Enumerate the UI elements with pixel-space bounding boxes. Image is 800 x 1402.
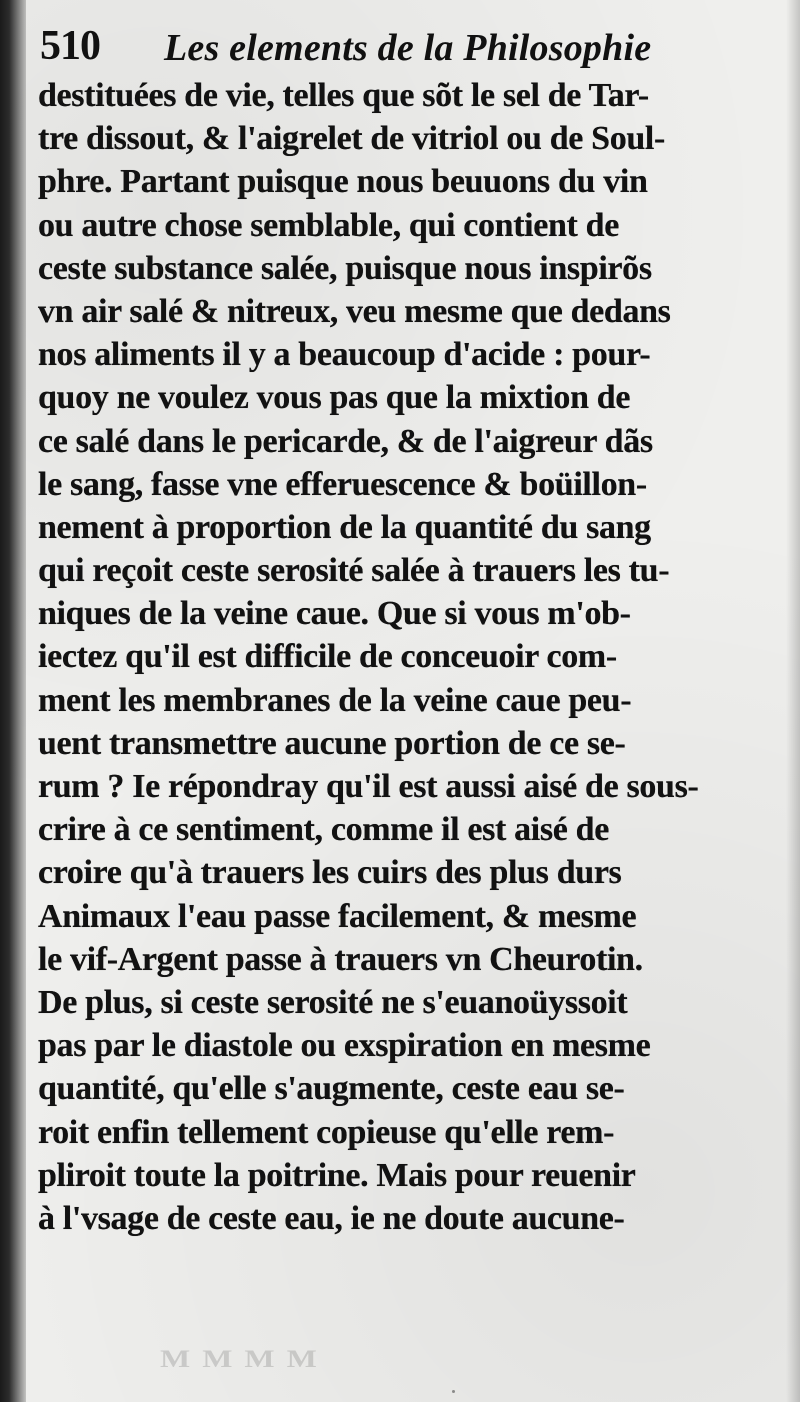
running-title: Les elements de la Philosophie [164, 27, 652, 69]
text-line: ou autre chose semblable, qui contient de [38, 206, 619, 244]
page-number: 510 [40, 23, 100, 69]
text-line: qui reçoit ceste serosité salée à trauers les tu- [38, 552, 670, 590]
text-line: rum ? Ie répondray qu'il est aussi aisé de sous- [38, 768, 699, 805]
text-line: ment les membranes de la veine caue peu- [38, 681, 632, 719]
page-edge-shadow [786, 0, 800, 1402]
text-line: uent transmettre aucune portion de ce se- [38, 724, 626, 762]
text-line: le sang, fasse vne efferuescence & boüillon- [38, 465, 647, 503]
text-line: ce salé dans le pericarde, & de l'aigreur dãs [38, 422, 653, 460]
text-line: nos aliments il y a beaucoup d'acide : pour- [38, 336, 651, 374]
text-line: destituées de vie, telles que sõt le sel de Tar- [38, 77, 649, 114]
page-header [40, 22, 760, 76]
body-text [38, 74, 768, 1240]
text-line: nement à proportion de la quantité du sang [38, 508, 651, 546]
text-line: le vif-Argent passe à trauers vn Cheurotin. [38, 940, 643, 978]
show-through-mark: M M M M [160, 1344, 319, 1373]
text-line: crire à ce sentiment, comme il est aisé de [38, 811, 609, 849]
text-line: De plus, si ceste serosité ne s'euanoüyssoit [38, 983, 628, 1021]
text-line: quantité, qu'elle s'augmente, ceste eau se- [38, 1070, 625, 1108]
page-gutter-shadow [0, 0, 26, 1402]
text-line: phre. Partant puisque nous beuuons du vin [38, 163, 648, 201]
paper-speckle [452, 1390, 455, 1393]
text-line: pliroit toute la poitrine. Mais pour reuenir [38, 1156, 636, 1194]
text-line: à l'vsage de ceste eau, ie ne doute aucune- [38, 1199, 625, 1237]
text-line: pas par le diastole ou exspiration en mesme [38, 1027, 651, 1065]
text-line: Animaux l'eau passe facilement, & mesme [38, 897, 637, 935]
text-line: vn air salé & nitreux, veu mesme que dedans [38, 292, 671, 330]
text-line: niques de la veine caue. Que si vous m'ob- [38, 595, 631, 633]
text-line: tre dissout, & l'aigrelet de vitriol ou de Soul- [38, 120, 665, 158]
text-line: croire qu'à trauers les cuirs des plus durs [38, 854, 622, 892]
text-line: ceste substance salée, puisque nous inspirõs [38, 249, 652, 287]
text-line: quoy ne voulez vous pas que la mixtion de [38, 379, 631, 417]
text-line: roit enfin tellement copieuse qu'elle rem- [38, 1113, 615, 1151]
text-line: iectez qu'il est difficile de conceuoir com- [38, 638, 617, 676]
